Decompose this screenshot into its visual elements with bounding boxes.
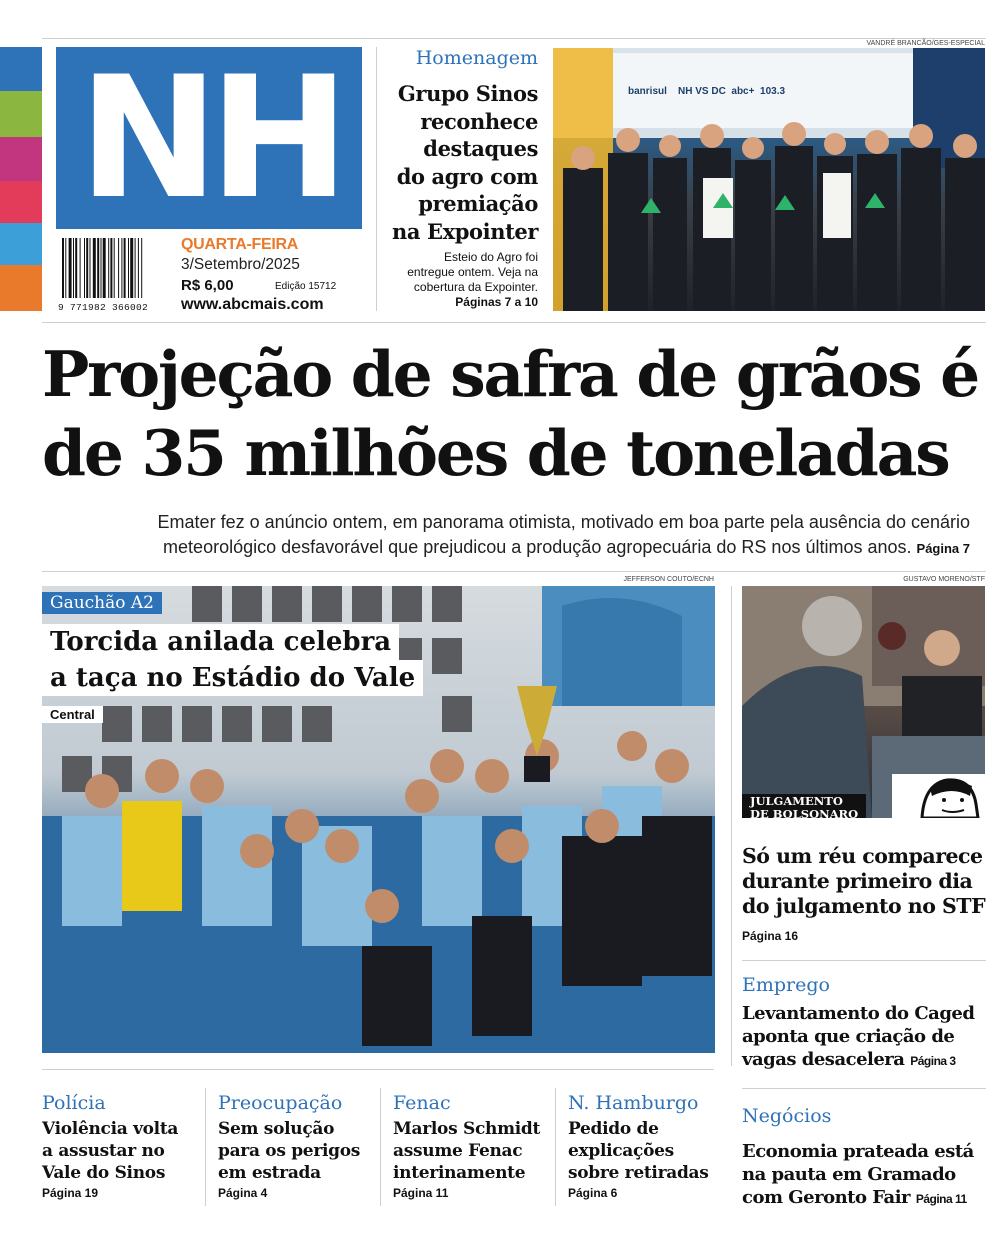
banner-item: banrisul [628, 86, 667, 97]
color-strip-5 [0, 223, 42, 265]
bottom-headline-line: a assustar no [42, 1141, 165, 1161]
negocios-kicker: Negócios [742, 1105, 832, 1127]
main-deck [42, 510, 970, 561]
banner-item: NH VS DC [678, 86, 726, 97]
bottom-page: Página 19 [42, 1186, 99, 1200]
bottom-story-1[interactable] [42, 1092, 202, 1200]
banner-item: abc+ [731, 86, 755, 97]
bottom-headline-line: explicações [568, 1141, 674, 1161]
side-photo-credit: GUSTAVO MORENO/STF [903, 576, 985, 583]
bottom-headline-line: Marlos Schmidt [393, 1119, 541, 1139]
barcode-number: 9 771982 366002 [58, 302, 149, 313]
top-story-photo[interactable] [553, 48, 985, 311]
main-story-page: Página 7 [916, 541, 970, 556]
bottom-divider-1 [205, 1088, 206, 1206]
trial-label-line: JULGAMENTO [750, 794, 843, 808]
photo-banner [628, 86, 785, 97]
photo-story-headline[interactable] [42, 624, 423, 696]
photo-story-section: Central [42, 706, 103, 723]
headline-line: na Expointer [392, 218, 538, 244]
main-headline[interactable] [42, 335, 992, 493]
negocios-headline-line: Economia prateada está [742, 1141, 974, 1162]
emprego-headline-line: Levantamento do Caged [742, 1003, 975, 1024]
bolsonaro-portrait-icon [892, 774, 985, 818]
barcode-bar [103, 238, 106, 298]
summary-line: cobertura da Expointer. [413, 280, 538, 294]
side-headline-line: Só um réu comparece [742, 844, 983, 868]
headline-line: premiação [418, 191, 538, 216]
emprego-kicker: Emprego [742, 974, 830, 996]
stf-photo[interactable] [742, 586, 985, 818]
side-story-page: Página 16 [742, 929, 799, 943]
photo-headline-line: Torcida anilada celebra [42, 624, 399, 660]
website[interactable]: www.abcmais.com [181, 296, 324, 313]
bottom-divider-3 [555, 1088, 556, 1206]
bottom-story-2[interactable] [218, 1092, 378, 1200]
bottom-headline-line: Violência volta [42, 1119, 179, 1139]
barcode-bar [135, 238, 136, 298]
barcode-bar [124, 238, 126, 298]
barcode-bar [101, 238, 102, 298]
main-photo-credit: JEFFERSON COUTO/ECNH [623, 576, 714, 583]
top-story-pages: Páginas 7 a 10 [455, 295, 538, 309]
headline-line: reconhece [420, 108, 538, 134]
barcode-bar [141, 238, 142, 298]
bottom-kicker: Preocupação [218, 1092, 343, 1114]
main-headline-line: Projeção de safra de grãos é [42, 337, 979, 411]
barcode-bar [75, 238, 77, 298]
masthead-bottom-rule [42, 322, 986, 323]
barcode-bar [110, 238, 112, 298]
edition: Edição 15712 [275, 281, 337, 292]
barcode-bar [65, 238, 66, 298]
bottom-rule [42, 1069, 714, 1070]
nh-logo[interactable] [56, 40, 362, 236]
top-rule [42, 38, 986, 39]
barcode-bar [90, 238, 91, 298]
weekday: QUARTA-FEIRA [181, 236, 298, 253]
barcode-bar [69, 238, 72, 298]
main-headline-line: de 35 milhões de toneladas [42, 416, 949, 490]
bottom-story-3[interactable] [393, 1092, 553, 1200]
color-strip-3 [0, 137, 42, 181]
bottom-headline-line: para os perigos [218, 1141, 361, 1161]
banner-item: 103.3 [760, 86, 786, 97]
headline-line: destaques [423, 136, 538, 161]
top-photo-credit: VANDRÉ BRANCÃO/GES-ESPECIAL [866, 40, 985, 47]
barcode-bar [121, 238, 122, 298]
barcode-bar [97, 238, 99, 298]
side-headline-line: do julgamento no STF [742, 894, 986, 918]
bottom-headline-line: Vale do Sinos [42, 1163, 166, 1183]
color-strip-6 [0, 265, 42, 311]
color-strip-4 [0, 181, 42, 223]
bottom-headline-line: Sem solução [218, 1119, 335, 1139]
negocios-headline-line: com Geronto Fair [742, 1187, 911, 1208]
color-strip-2 [0, 91, 42, 137]
bottom-page: Página 11 [393, 1186, 449, 1200]
negocios-headline[interactable] [742, 1140, 992, 1211]
emprego-headline-line: vagas desacelera [742, 1049, 905, 1070]
bottom-page: Página 4 [218, 1186, 268, 1200]
photo-headline-line: a taça no Estádio do Vale [42, 660, 423, 696]
bottom-divider-2 [380, 1088, 381, 1206]
emprego-headline-line: aponta que criação de [742, 1026, 955, 1047]
summary-line: Esteio do Agro foi [443, 250, 538, 264]
bottom-story-4[interactable] [568, 1092, 728, 1200]
bottom-kicker: Polícia [42, 1092, 106, 1114]
summary-line: entregue ontem. Veja na [407, 265, 538, 279]
price: R$ 6,00 [181, 277, 234, 294]
headline-line: Grupo Sinos [397, 81, 538, 106]
section-rule [42, 571, 986, 572]
deck-line: meteorológico desfavorável que prejudicou a produção agropecuária do RS nos últimos anos. [163, 537, 912, 557]
bottom-headline-line: sobre retiradas [568, 1163, 709, 1183]
right-rule-1 [742, 960, 986, 961]
side-headline-line: durante primeiro dia [742, 869, 973, 893]
celebration-photo[interactable] [42, 586, 715, 1053]
deck-line: Emater fez o anúncio ontem, em panorama otimista, motivado em boa parte pela ausência do cenário [157, 512, 970, 532]
barcode-bar [62, 238, 64, 298]
barcode-bar [93, 238, 96, 298]
barcode-bar [128, 238, 129, 298]
trial-label [742, 794, 866, 818]
top-story-summary [384, 250, 538, 310]
top-story-headline[interactable] [384, 80, 538, 245]
date: 3/Setembro/2025 [181, 256, 300, 273]
bottom-headline-line: assume Fenac [393, 1141, 523, 1161]
barcode-bar [80, 238, 81, 298]
barcode-bar [138, 238, 139, 298]
headline-line: do agro com [396, 163, 538, 189]
bottom-page: Página 6 [568, 1186, 618, 1200]
emprego-headline[interactable] [742, 1002, 986, 1073]
barcode-bar [73, 238, 74, 298]
bottom-headline-line: em estrada [218, 1163, 321, 1183]
color-strip-1 [0, 47, 42, 91]
negocios-headline-line: na pauta em Gramado [742, 1164, 956, 1185]
barcode-bar [130, 238, 133, 298]
emprego-page: Página 3 [910, 1054, 956, 1068]
bottom-headline-line: Pedido de [568, 1119, 659, 1139]
barcode [62, 238, 170, 298]
bottom-kicker: N. Hamburgo [568, 1092, 699, 1114]
masthead-divider [376, 47, 377, 311]
side-story-headline[interactable] [742, 844, 986, 919]
right-rule-2 [742, 1088, 986, 1089]
trial-label-line: DE BOLSONARO [750, 807, 859, 818]
top-story-kicker: Homenagem [415, 47, 538, 69]
barcode-bar [118, 238, 119, 298]
barcode-bar [86, 238, 88, 298]
negocios-page: Página 11 [915, 1192, 967, 1206]
bottom-kicker: Fenac [393, 1092, 451, 1114]
barcode-bar [108, 238, 109, 298]
barcode-bar [84, 238, 85, 298]
barcode-bar [114, 238, 115, 298]
photo-story-tag: Gauchão A2 [42, 592, 162, 614]
logo-text: NH [78, 40, 340, 236]
right-column-divider [731, 586, 732, 1066]
bottom-headline-line: interinamente [393, 1163, 526, 1183]
